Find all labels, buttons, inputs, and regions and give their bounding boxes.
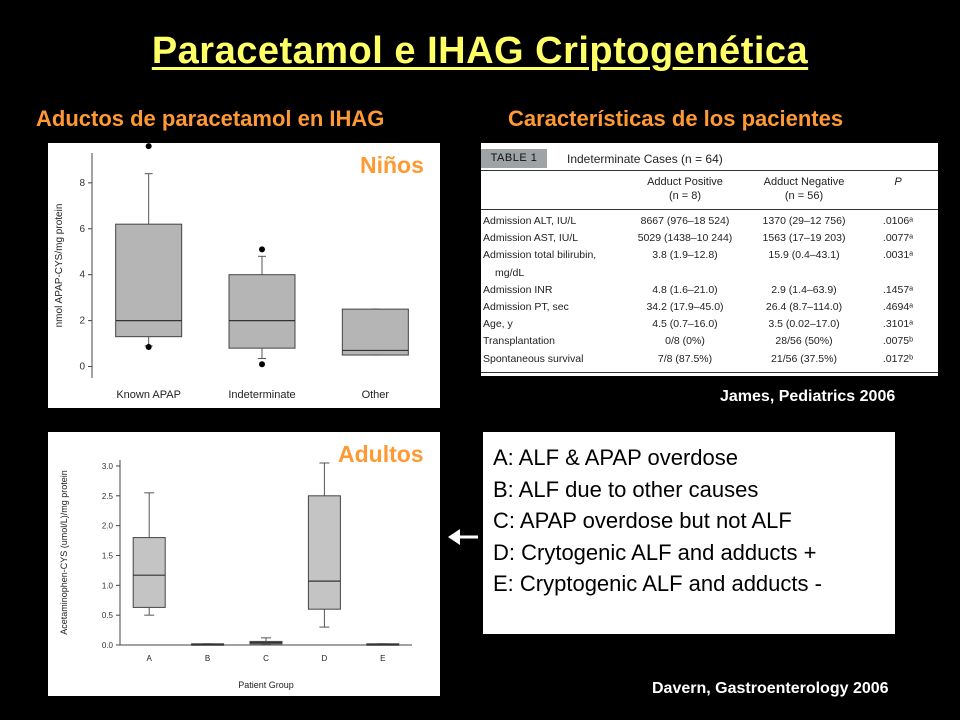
subtitle-patient-characteristics: Características de los pacientes (508, 106, 844, 131)
row-label: Admission AST, IU/L (483, 232, 579, 245)
cell-adduct-positive: 4.5 (0.7–16.0) (652, 318, 718, 331)
outlier-point (146, 344, 152, 350)
cell-adduct-negative: 15.9 (0.4–43.1) (768, 249, 840, 262)
row-label: Admission total bilirubin, (483, 249, 597, 262)
cell-adduct-negative: 21/56 (37.5%) (771, 352, 837, 365)
adults-chart-panel (48, 432, 440, 696)
cell-p-value: .0075ᵇ (882, 335, 914, 348)
cell-adduct-negative: 28/56 (50%) (775, 335, 833, 348)
x-tick-label: Other (361, 389, 390, 401)
y-tick-label: 0.5 (101, 611, 113, 621)
x-tick-label: Indeterminate (228, 389, 296, 401)
x-tick-label: C (263, 654, 269, 663)
x-tick-label: E (380, 654, 386, 663)
children-chart-panel (48, 143, 440, 408)
row-label: Admission PT, sec (483, 301, 569, 313)
y-tick-label: 1.0 (101, 581, 113, 591)
outlier-point (146, 143, 152, 149)
row-label: mg/dL (495, 266, 525, 279)
row-label: Admission INR (483, 283, 553, 296)
y-tick-label: 2 (79, 315, 85, 327)
legend-item-c: C: APAP overdose but not ALF (493, 508, 792, 533)
cell-adduct-negative: 1370 (29–12 756) (762, 215, 846, 227)
table-header (481, 147, 938, 167)
subtitle-adducts: Aductos de paracetamol en IHAG (36, 106, 385, 131)
table-badge: TABLE 1 (481, 149, 547, 168)
cell-adduct-negative: 1563 (17–19 203) (762, 232, 846, 245)
y-tick-label: 2.0 (101, 521, 113, 531)
legend-item-b: B: ALF due to other causes (493, 476, 759, 502)
y-tick-label: 6 (79, 223, 85, 235)
patient-group-legend (482, 431, 896, 635)
y-axis-label: nmol APAP-CYS/mg protein (54, 203, 65, 328)
x-axis-label: Patient Group (238, 680, 294, 690)
cell-p-value: .0031ᵃ (882, 249, 914, 262)
cell-p-value: .0172ᵇ (882, 352, 914, 365)
cell-adduct-positive: 34.2 (17.9–45.0) (646, 301, 724, 313)
cell-adduct-positive: 7/8 (87.5%) (657, 352, 713, 365)
box (342, 309, 408, 355)
table-caption: Indeterminate Cases (n = 64) (567, 152, 723, 166)
x-tick-label: B (204, 654, 211, 663)
cell-adduct-positive: 4.8 (1.6–21.0) (652, 283, 718, 296)
cell-adduct-positive: 8667 (976–18 524) (640, 215, 730, 227)
col-header-adduct-negative: Adduct Negative (n = 56) (763, 176, 845, 202)
row-label: Transplantation (483, 335, 555, 348)
left-arrow-icon (446, 525, 480, 549)
box (229, 275, 295, 348)
cell-adduct-positive: 3.8 (1.9–12.8) (652, 249, 718, 262)
outlier-point (259, 246, 265, 252)
x-tick-label: Known APAP (116, 389, 181, 401)
table-rule-top (481, 170, 938, 171)
row-label: Age, y (483, 318, 513, 331)
label-adults: Adultos (338, 441, 424, 467)
cell-adduct-negative: 3.5 (0.02–17.0) (768, 318, 840, 331)
box (133, 538, 165, 608)
box (308, 496, 340, 609)
cell-p-value: .3101ᵃ (882, 318, 914, 331)
label-children: Niños (360, 152, 424, 178)
y-tick-label: 1.5 (101, 551, 113, 561)
x-tick-label: A (146, 654, 152, 663)
col-header-p: P (894, 176, 902, 188)
slide-title: Paracetamol e IHAG Criptogenética (151, 30, 809, 72)
adults-box-plot (48, 432, 440, 696)
cell-adduct-negative: 26.4 (8.7–114.0) (765, 301, 843, 313)
y-tick-label: 0.0 (101, 641, 113, 650)
x-tick-label: D (321, 654, 328, 663)
indeterminate-cases-table (481, 143, 938, 376)
legend-item-d: D: Crytogenic ALF and adducts + (493, 539, 817, 565)
col-header-adduct-positive: Adduct Positive (n = 8) (647, 176, 723, 202)
y-axis-label: Acetaminophen-CYS (umol/L)/mg protein (59, 470, 69, 635)
table-rule-mid (481, 209, 938, 210)
outlier-point (259, 361, 265, 367)
y-tick-label: 2.5 (101, 491, 113, 501)
row-label: Spontaneous survival (483, 352, 584, 365)
cell-p-value: .4694ᵃ (882, 301, 914, 313)
citation-davern: Davern, Gastroenterology 2006 (652, 680, 889, 697)
y-tick-label: 3.0 (101, 461, 113, 471)
legend-item-e: E: Cryptogenic ALF and adducts - (493, 571, 822, 596)
cell-adduct-positive: 5029 (1438–10 244) (637, 232, 733, 245)
cell-p-value: .1457ᵃ (882, 283, 914, 296)
table-rule-bottom (481, 372, 938, 373)
box (116, 224, 182, 337)
cell-adduct-negative: 2.9 (1.4–63.9) (771, 283, 837, 296)
y-tick-label: 8 (79, 177, 85, 189)
cell-adduct-positive: 0/8 (0%) (665, 335, 705, 348)
cell-p-value: .0077ᵃ (882, 232, 914, 245)
citation-james: James, Pediatrics 2006 (720, 388, 896, 405)
legend-item-a: A: ALF & APAP overdose (493, 445, 738, 470)
row-label: Admission ALT, IU/L (483, 215, 577, 227)
y-tick-label: 4 (79, 269, 85, 281)
cell-p-value: .0106ᵃ (882, 215, 914, 227)
children-box-plot (48, 143, 440, 408)
y-tick-label: 0 (79, 361, 85, 373)
